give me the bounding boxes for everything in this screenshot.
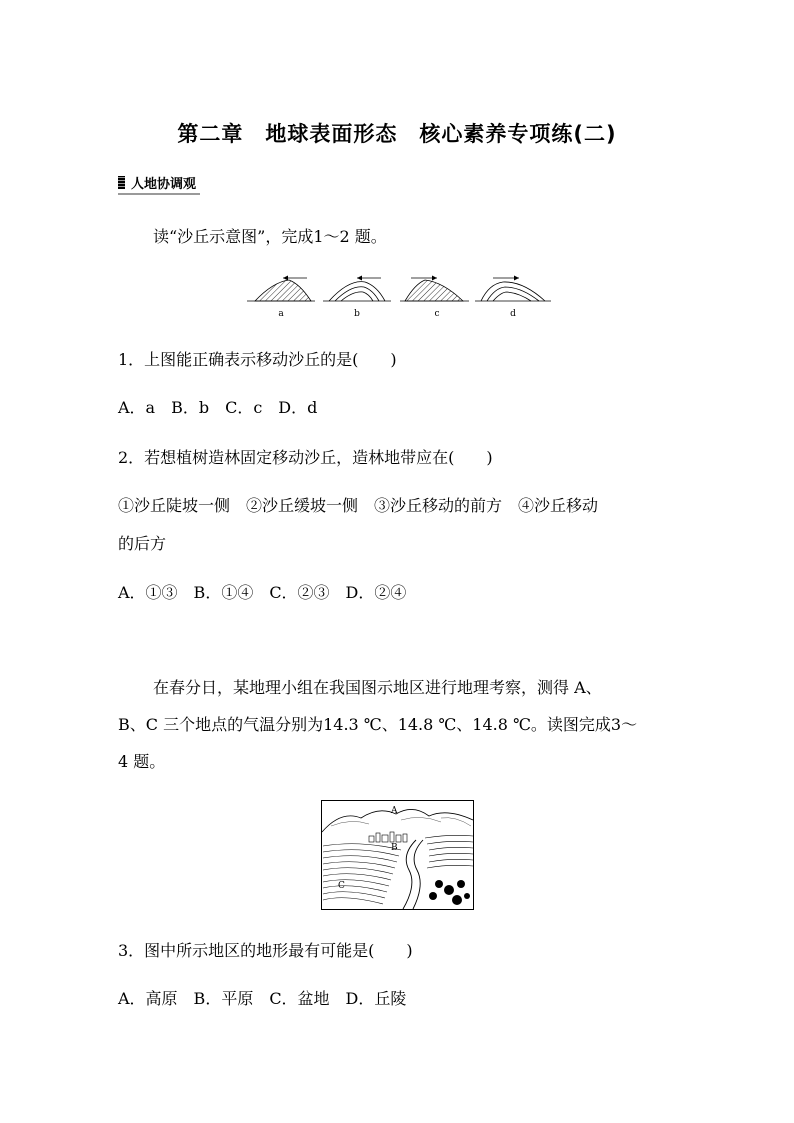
question-1-options: A．a B．b C．c D．d	[118, 398, 318, 417]
point-label-c: C	[338, 881, 345, 891]
dune-d	[475, 276, 551, 320]
intro-field-trip: 在春分日，某地理小组在我国图示地区进行地理考察，测得 A、	[153, 678, 602, 697]
question-1-stem: 1．上图能正确表示移动沙丘的是( )	[118, 350, 397, 369]
wind-arrow-icon	[514, 276, 519, 281]
dune-label-b: b	[354, 309, 360, 319]
section-underline	[118, 193, 200, 195]
question-2-stem: 2．若想植树造林固定移动沙丘，造林地带应在( )	[118, 448, 493, 467]
intro-field-trip-end: 4 题。	[118, 752, 166, 771]
point-label-a: A	[391, 806, 398, 816]
intro-field-trip-cont: B、C 三个地点的气温分别为14.3 ℃、14.8 ℃、14.8 ℃。读图完成3～	[118, 715, 638, 734]
question-2-statements-cont: 的后方	[118, 534, 167, 553]
point-label-b: B	[391, 843, 398, 853]
intro-dunes: 读“沙丘示意图”，完成1～2 题。	[153, 227, 387, 246]
dune-label-a: a	[278, 309, 284, 319]
question-3-options: A．高原 B．平原 C．盆地 D．丘陵	[118, 989, 407, 1008]
dune-b	[323, 276, 391, 320]
question-3-stem: 3．图中所示地区的地形最有可能是( )	[118, 941, 413, 960]
section-label	[118, 172, 196, 192]
section-marker-icon	[118, 176, 125, 189]
wind-arrow-icon	[357, 276, 362, 281]
dune-c	[400, 276, 469, 320]
section-label-text: 人地协调观	[131, 176, 197, 192]
dune-label-d: d	[510, 309, 516, 319]
question-2-statements: ①沙丘陡坡一侧 ②沙丘缓坡一侧 ③沙丘移动的前方 ④沙丘移动	[118, 496, 599, 515]
wind-arrow-icon	[432, 276, 437, 281]
page-title: 第二章 地球表面形态 核心素养专项练(二)	[177, 122, 617, 146]
wind-arrow-icon	[283, 276, 288, 281]
dune-diagram	[245, 270, 555, 322]
question-2-options: A．①③ B．①④ C．②③ D．②④	[118, 583, 407, 602]
terrain-sketch	[321, 800, 474, 910]
dune-label-c: c	[434, 309, 440, 319]
dune-a	[247, 276, 315, 320]
